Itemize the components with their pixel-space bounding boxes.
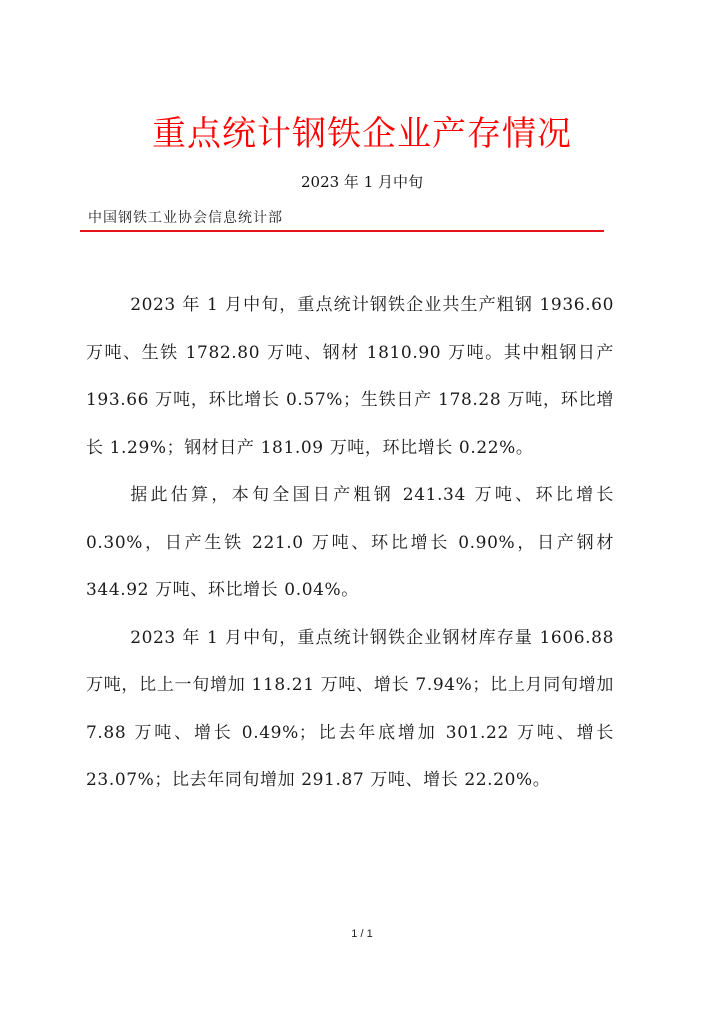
- issuing-department: 中国钢铁工业协会信息统计部: [88, 210, 283, 226]
- paragraph-national-estimate: 据此估算，本旬全国日产粗钢 241.34 万吨、环比增长 0.30%，日产生铁 221.0 万吨、环比增长 0.90%，日产钢材 344.92 万吨、环比增长 0.04%。: [86, 485, 614, 600]
- document-date: 2023 年 1 月中旬: [300, 173, 424, 191]
- page-number: 1 / 1: [351, 928, 373, 940]
- paragraph-inventory: 2023 年 1 月中旬，重点统计钢铁企业钢材库存量 1606.88 万吨，比上一旬增加 118.21 万吨、增长 7.94%；比上月同旬增加 7.88 万吨、增长 0.49%；比去年底增加 301.22 万吨、增长 23.07%；比去年同旬增加 291.87 万吨、增长 22.20%。: [86, 627, 614, 790]
- paragraph-production: 2023 年 1 月中旬，重点统计钢铁企业共生产粗钢 1936.60 万吨、生铁 1782.80 万吨、钢材 1810.90 万吨。其中粗钢日产 193.66 万吨，环比增长 0.57%；生铁日产 178.28 万吨，环比增长 1.29%；钢材日产 181.09 万吨，环比增长 0.22%。: [86, 295, 614, 458]
- document-title: 重点统计钢铁企业产存情况: [152, 114, 572, 154]
- header-divider: [80, 230, 604, 232]
- document-body: [86, 282, 614, 805]
